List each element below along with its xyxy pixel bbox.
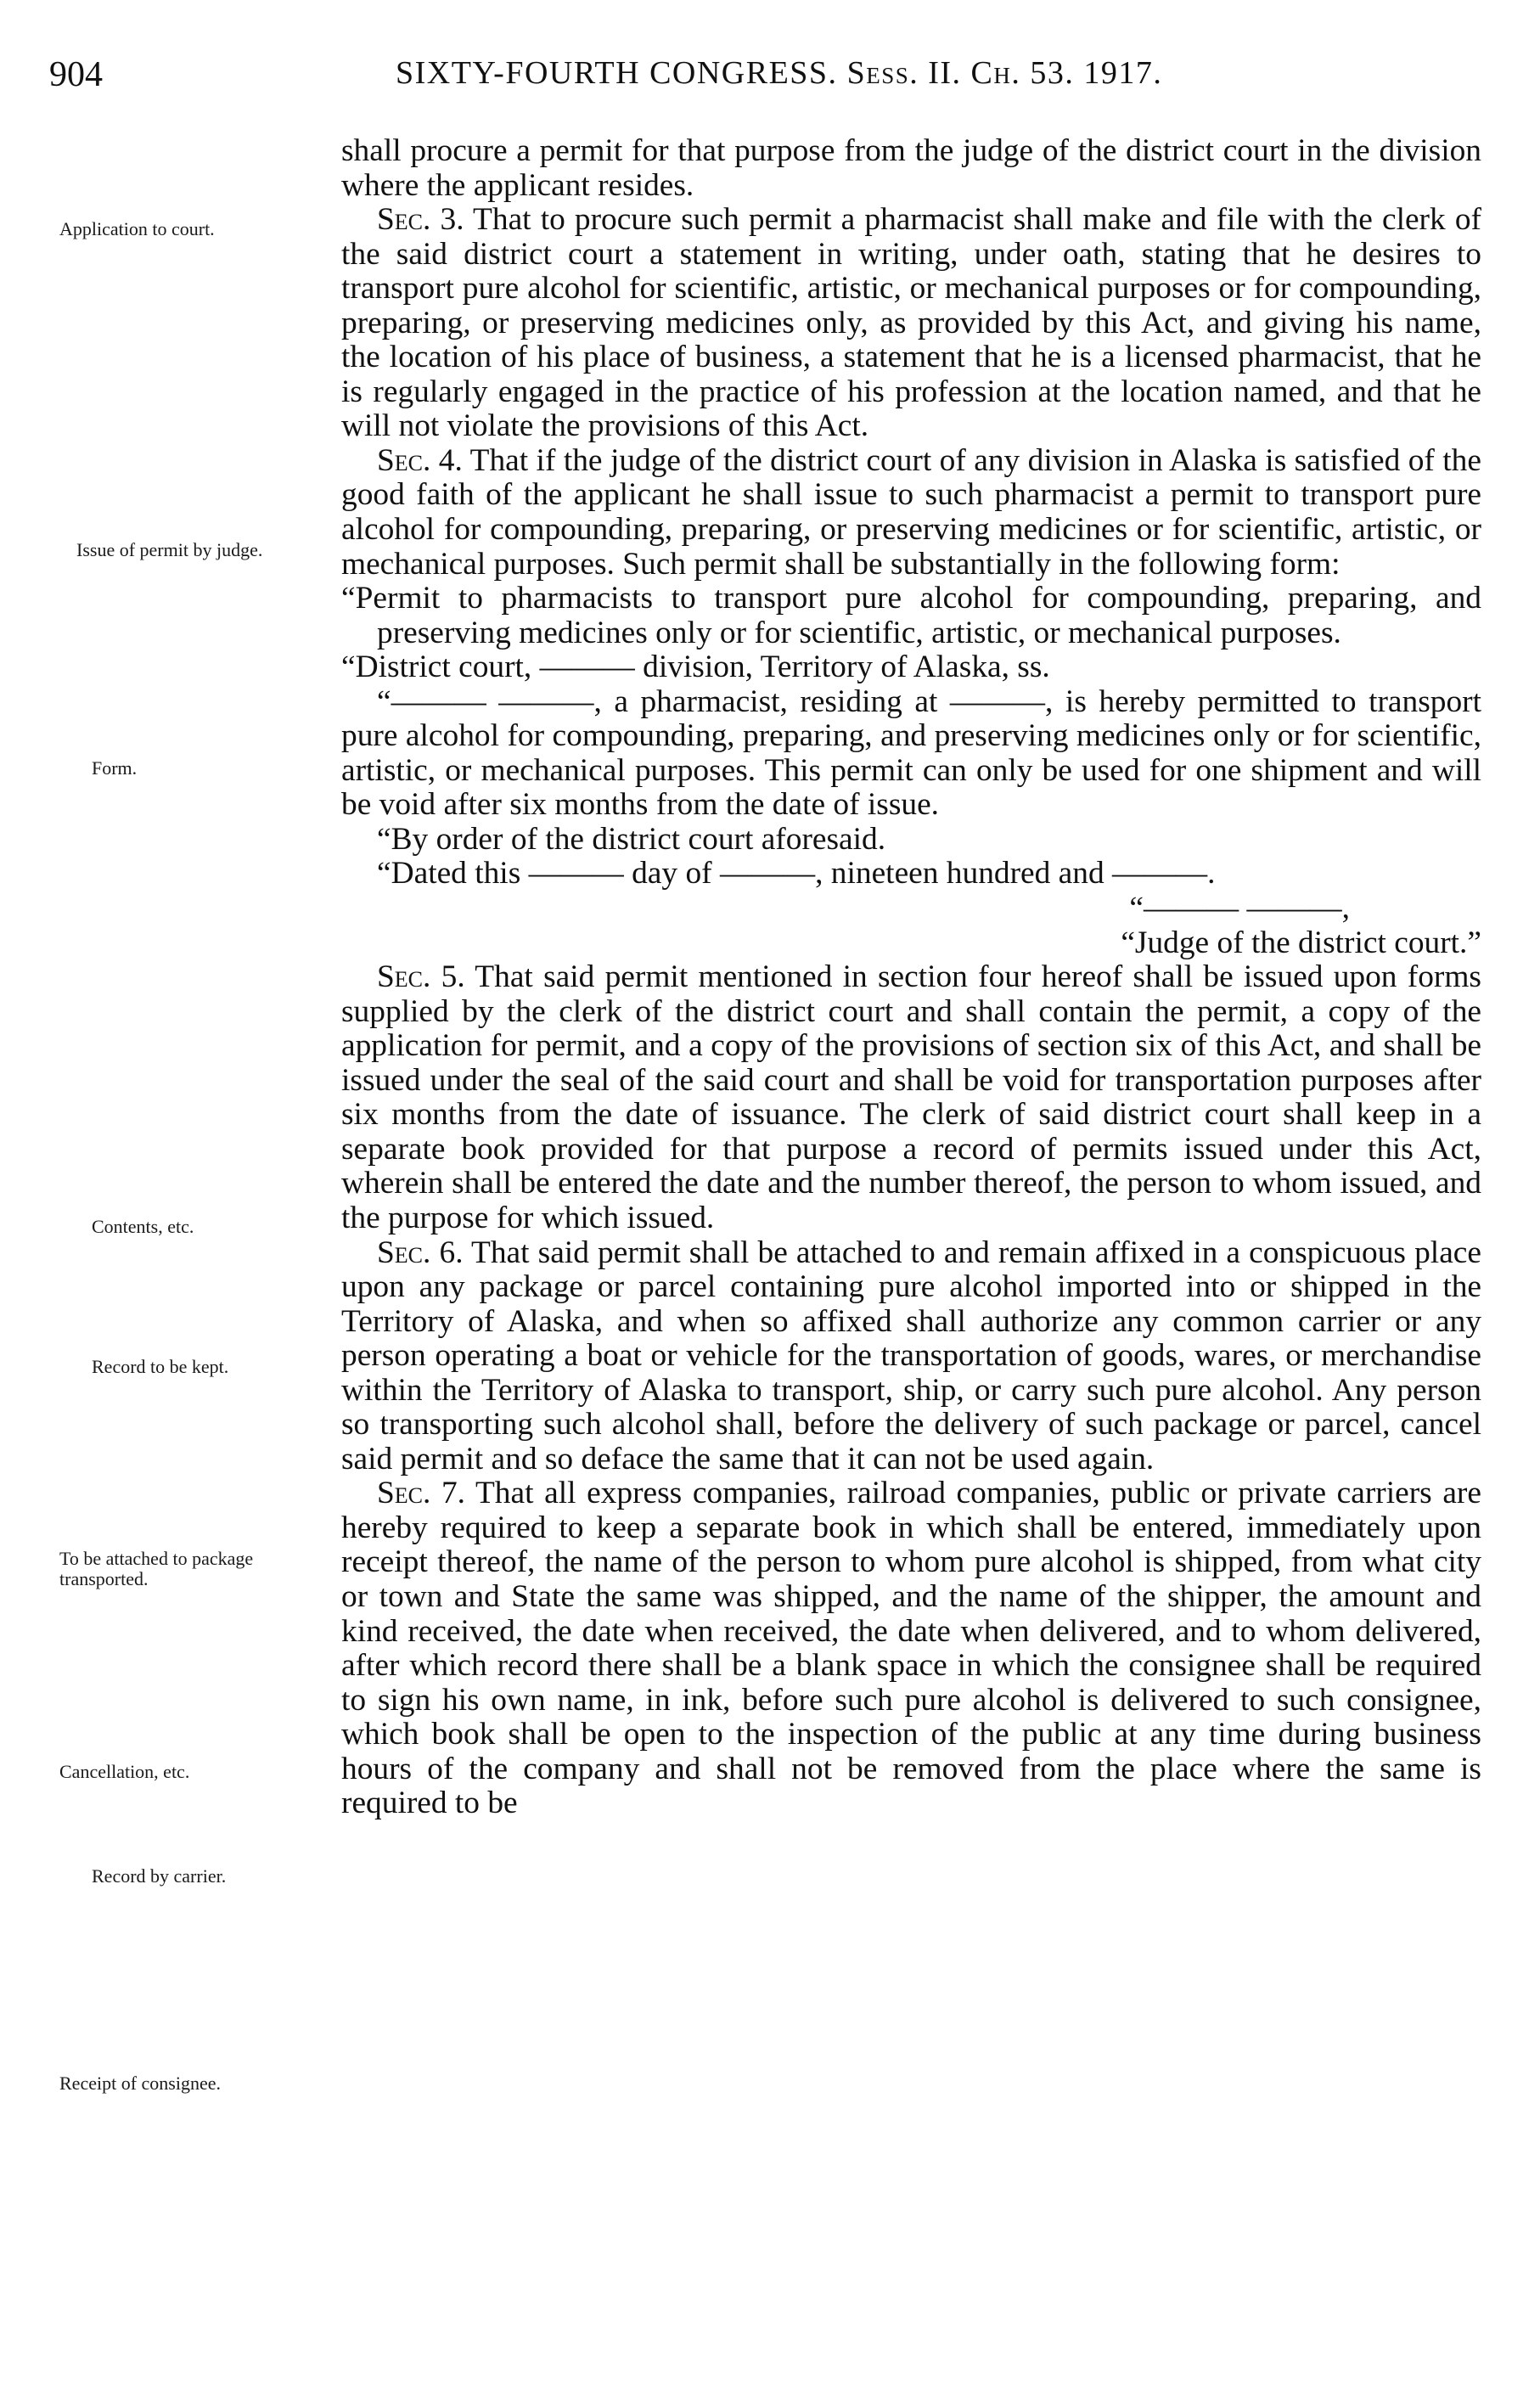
section-number: Sec. 3. (377, 202, 464, 238)
form-title: “Permit to pharmacists to transport pure alcohol for compounding, preparing, and preserving medicines only or for scientific, artistic, or mechanical purposes. (341, 581, 1481, 650)
chapter-label: Ch. 53. (970, 55, 1075, 91)
section-number: Sec. 4. (377, 442, 463, 478)
form-order: “By order of the district court aforesaid. (377, 821, 886, 857)
section-3 (341, 203, 1481, 444)
main-text (341, 134, 1481, 1821)
form-dated: “Dated this ——— day of ———, nineteen hundred and ———. (377, 856, 1216, 891)
section-7 (341, 1476, 1481, 1820)
section-text: That all express companies, railroad companies, public or private carriers are hereby required to keep a separate book in which shall be entered, immediately upon receipt thereof, the name of the person to whom pure alcohol is shipped, from what city or town and State the same was shipped, and the name of the shipper, the amount and kind received, the date when received, the date when delivered, and to whom delivered, after which record there shall be a blank space in which the consignee shall be required to sign his own name, in ink, before such pure alcohol is delivered to such consignee, which book shall be open to the inspection of the public at any time during business hours of the company and shall not be removed from the place where the same is required to be (341, 1476, 1481, 1821)
section-5 (341, 960, 1481, 1235)
running-title (396, 54, 1162, 92)
margin-note-application: Application to court. (59, 218, 215, 239)
section-number: Sec. 7. (377, 1476, 466, 1511)
margin-note-issue: Issue of permit by judge. (76, 539, 263, 560)
section-6 (341, 1236, 1481, 1477)
margin-note-record-carrier: Record by carrier. (92, 1865, 227, 1887)
form-judge-line: “Judge of the district court.” (1121, 925, 1481, 960)
form-body: “——— ———, a pharmacist, residing at ———, is hereby permitted to transport pure alcohol for compounding, preparing, and preserving medicines only or for scientific, artistic, or mechanical purposes. This permit can only be used for one shipment and will be void after six months from the date of issue. (341, 683, 1481, 823)
paragraph-continuation: shall procure a permit for that purpose from the judge of the district court in the division where the applicant resides. (341, 133, 1481, 203)
margin-note-cancellation: Cancellation, etc. (59, 1761, 190, 1782)
section-number: Sec. 5. (377, 959, 465, 995)
form-signature-line: “——— ———, (1129, 891, 1350, 926)
section-number: Sec. 6. (377, 1235, 464, 1270)
session-label: Sess. II. (846, 55, 962, 91)
section-text: That if the judge of the district court of any division in Alaska is satisfied of the good faith of the applicant he shall issue to such pharmacist a permit to transport pure alcohol for compounding, preparing, or preserving medicines or for scientific, artistic, or mechanical purposes. Such permit shall be substantially in the following form: (341, 442, 1481, 582)
form-court-line: “District court, ——— division, Territory of Alaska, ss. (341, 650, 1050, 685)
section-text: That said permit mentioned in section four hereof shall be issued upon forms supplied by the clerk of the district court and shall contain the permit, a copy of the application for permit, and a copy of the provisions of section six of this Act, and shall be issued under the seal of the said court and shall be void for transportation purposes after six months from the date of issuance. The clerk of said district court shall keep in a separate book provided for that purpose a record of permits issued under this Act, wherein shall be entered the date and the number thereof, the person to whom issued, and the purpose for which issued. (341, 959, 1481, 1235)
margin-note-record: Record to be kept. (92, 1356, 229, 1377)
margin-note-contents: Contents, etc. (92, 1216, 194, 1237)
congress-title: SIXTY-FOURTH CONGRESS. (396, 55, 838, 91)
page-number: 904 (49, 55, 103, 94)
margin-note-form: Form. (92, 757, 138, 779)
margin-note-receipt: Receipt of consignee. (59, 2073, 221, 2094)
page-header (49, 54, 1484, 105)
section-text: That to procure such permit a pharmacist shall make and file with the clerk of the said district court a statement in writing, under oath, stating that he desires to transport pure alcohol for scientific, artistic, or mechanical purposes or for compounding, preparing, or preserving medicines only, as provided by this Act, and giving his name, the location of his place of business, a statement that he is a licensed pharmacist, that he is regularly engaged in the practice of his profession at the location named, and that he will not violate the provisions of this Act. (341, 202, 1481, 444)
section-4 (341, 444, 1481, 582)
year-label: 1917. (1083, 55, 1163, 91)
section-text: That said permit shall be attached to and remain affixed in a conspicuous place upon any package or parcel containing pure alcohol imported into or shipped in the Territory of Alaska, and when so affixed shall authorize any common carrier or any person operating a boat or vehicle for the transportation of goods, wares, or merchandise within the Territory of Alaska to transport, ship, or carry such pure alcohol. Any person so transporting such alcohol shall, before the delivery of such package or parcel, cancel said permit and so deface the same that it can not be used again. (341, 1235, 1481, 1476)
margin-note-attached: To be attached to package transported. (59, 1548, 254, 1589)
